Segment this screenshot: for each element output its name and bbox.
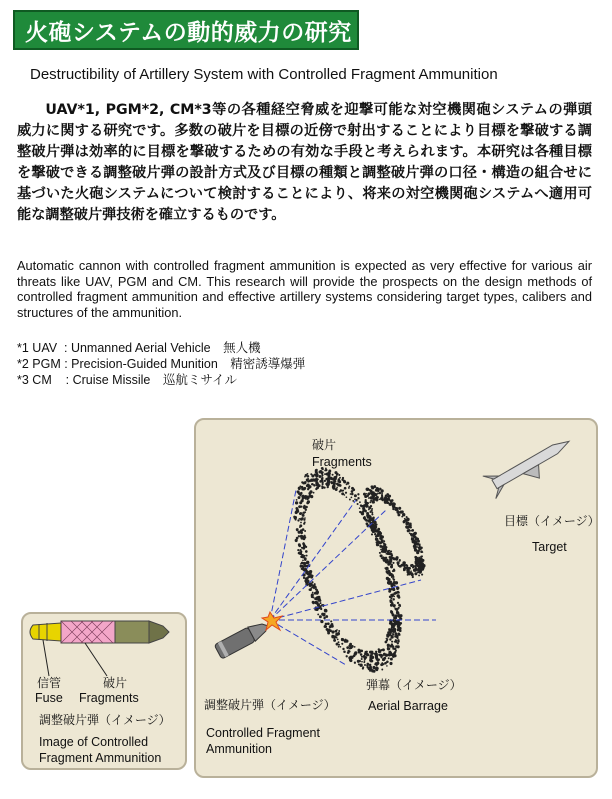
fragments-label-jp: 破片 — [312, 438, 337, 452]
fuse-label-en: Fuse — [35, 691, 63, 705]
target-missile-icon — [483, 430, 578, 502]
fragments-label-en: Fragments — [312, 455, 372, 469]
shell-caption-jp: 調整破片弾（イメージ） — [39, 713, 171, 727]
fragments-part-label-en: Fragments — [79, 691, 139, 705]
fired-shell-icon — [214, 619, 271, 659]
footnotes — [17, 340, 417, 388]
fuse-label-jp: 信管 — [37, 676, 62, 690]
barrage-label-en: Aerial Barrage — [368, 699, 448, 713]
fragments-part-label-jp: 破片 — [103, 676, 128, 690]
footnote-pgm: *2 PGM : Precision-Guided Munition 精密誘導爆弾 — [17, 357, 306, 371]
page-title: 火砲システムの動的威力の研究 — [13, 10, 359, 50]
shell-label-jp: 調整破片弾（イメージ） — [204, 698, 336, 712]
footnote-uav: *1 UAV : Unmanned Aerial Vehicle 無人機 — [17, 341, 261, 355]
shell-label-en-line2: Ammunition — [206, 742, 272, 756]
barrage-diagram-panel — [194, 418, 598, 778]
shell-label-en-line1: Controlled Fragment — [206, 726, 320, 740]
target-label-en: Target — [532, 540, 567, 554]
barrage-label-jp: 弾幕（イメージ） — [366, 678, 462, 692]
target-label-jp: 目標（イメージ） — [504, 514, 600, 528]
shell-structure-panel — [21, 612, 187, 770]
shell-caption-en-line2: Fragment Ammunition — [39, 751, 162, 765]
japanese-description: UAV*1, PGM*2, CM*3等の各種経空脅威を迎撃可能な対空機関砲システムの弾頭威力に関する研究です。多数の破片を目標の近傍で射出することにより目標を撃破する調整破片弾は効率的に目標を撃破するための有効な手段と考えられます。本研究は各種目標を撃破できる調整破片弾の設計方式及び目標の種類と調整破片弾の口径・構造の組合せに基づいた火砲システムについて検討することにより、将来の対空機関砲システムへ適用可能な調整破片弾技術を確立するものです。 — [17, 102, 592, 223]
page-subtitle: Destructibility of Artillery System with Controlled Fragment Ammunition — [30, 66, 498, 83]
shell-body-icon — [30, 621, 169, 676]
footnote-cm: *3 CM : Cruise Missile 巡航ミサイル — [17, 373, 237, 387]
english-description: Automatic cannon with controlled fragment ammunition is expected as very effective for various air threats like UAV, PGM and CM. This research will provide the prospects on the design methods of controlled fragment ammunition and effective artillery systems considering target types, calibers and structures of the ammunition. — [17, 258, 592, 320]
fragment-cloud — [293, 467, 425, 673]
shell-caption-en-line1: Image of Controlled — [39, 735, 149, 749]
